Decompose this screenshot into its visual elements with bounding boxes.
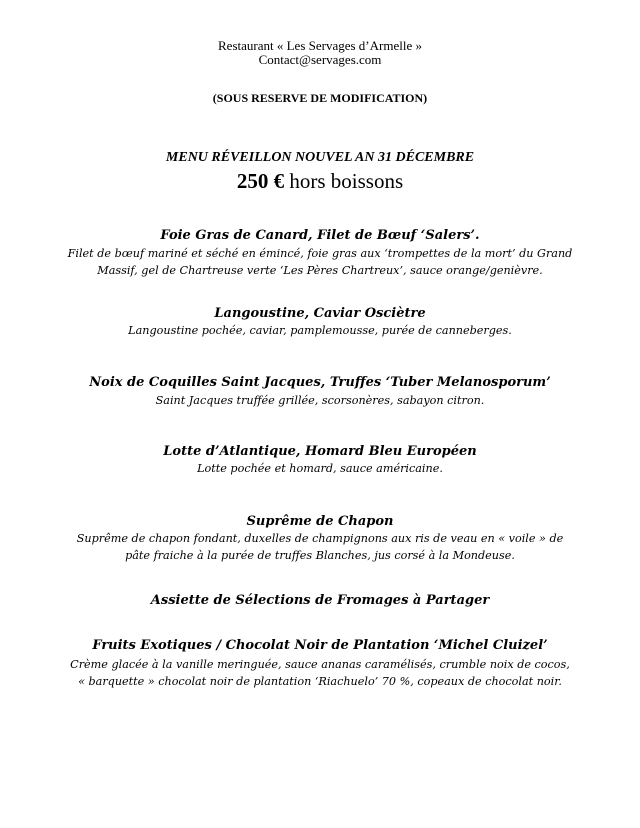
modification-notice: (SOUS RESERVE DE MODIFICATION) xyxy=(212,91,428,105)
dish-description: pâte fraiche à la purée de truffes Blanches, jus corsé à la Mondeuse. xyxy=(125,549,515,562)
dish-title: Langoustine, Caviar Osciètre xyxy=(214,306,426,321)
dish-description: Crème glacée à la vanille meringuée, sauce ananas caramélisés, crumble noix de cocos, xyxy=(70,658,570,671)
dish-description: Filet de bœuf mariné et séché en émincé, foie gras aux ‘trompettes de la mort’ du Grand xyxy=(67,247,573,260)
dish-description: « barquette » chocolat noir de plantation ‘Riachuelo’ 70 %, copeaux de chocolat noir. xyxy=(78,675,562,688)
dish-title: Assiette de Sélections de Fromages à Partager xyxy=(150,593,490,608)
price-amount: 250 € xyxy=(236,169,285,193)
dish-description: Langoustine pochée, caviar, pamplemousse, purée de canneberges. xyxy=(128,324,512,337)
restaurant-name: Restaurant « Les Servages d’Armelle » xyxy=(218,38,422,53)
contact-email: Contact@servages.com xyxy=(258,52,382,67)
dish-title: Noix de Coquilles Saint Jacques, Truffes ‘Tuber Melanosporum’ xyxy=(89,375,551,390)
dish-title: Foie Gras de Canard, Filet de Bœuf ‘Salers’. xyxy=(160,228,480,243)
dish-title: Fruits Exotiques / Chocolat Noir de Plantation ‘Michel Cluizel’ xyxy=(92,638,548,653)
dish-description: Saint Jacques truffée grillée, scorsonères, sabayon citron. xyxy=(155,394,485,407)
price-suffix: hors boissons xyxy=(284,169,404,193)
dish-description: Suprême de chapon fondant, duxelles de champignons aux ris de veau en « voile » de xyxy=(76,532,564,545)
dish-title: Lotte d’Atlantique, Homard Bleu Européen xyxy=(163,444,477,459)
dish-title: Suprême de Chapon xyxy=(246,514,394,529)
menu-title: MENU RÉVEILLON NOUVEL AN 31 DÉCEMBRE xyxy=(165,150,475,165)
dish-description: Massif, gel de Chartreuse verte ‘Les Pères Chartreux’, sauce orange/genièvre. xyxy=(97,264,543,277)
dish-description: Lotte pochée et homard, sauce américaine. xyxy=(197,462,443,475)
menu-price xyxy=(0,169,640,193)
